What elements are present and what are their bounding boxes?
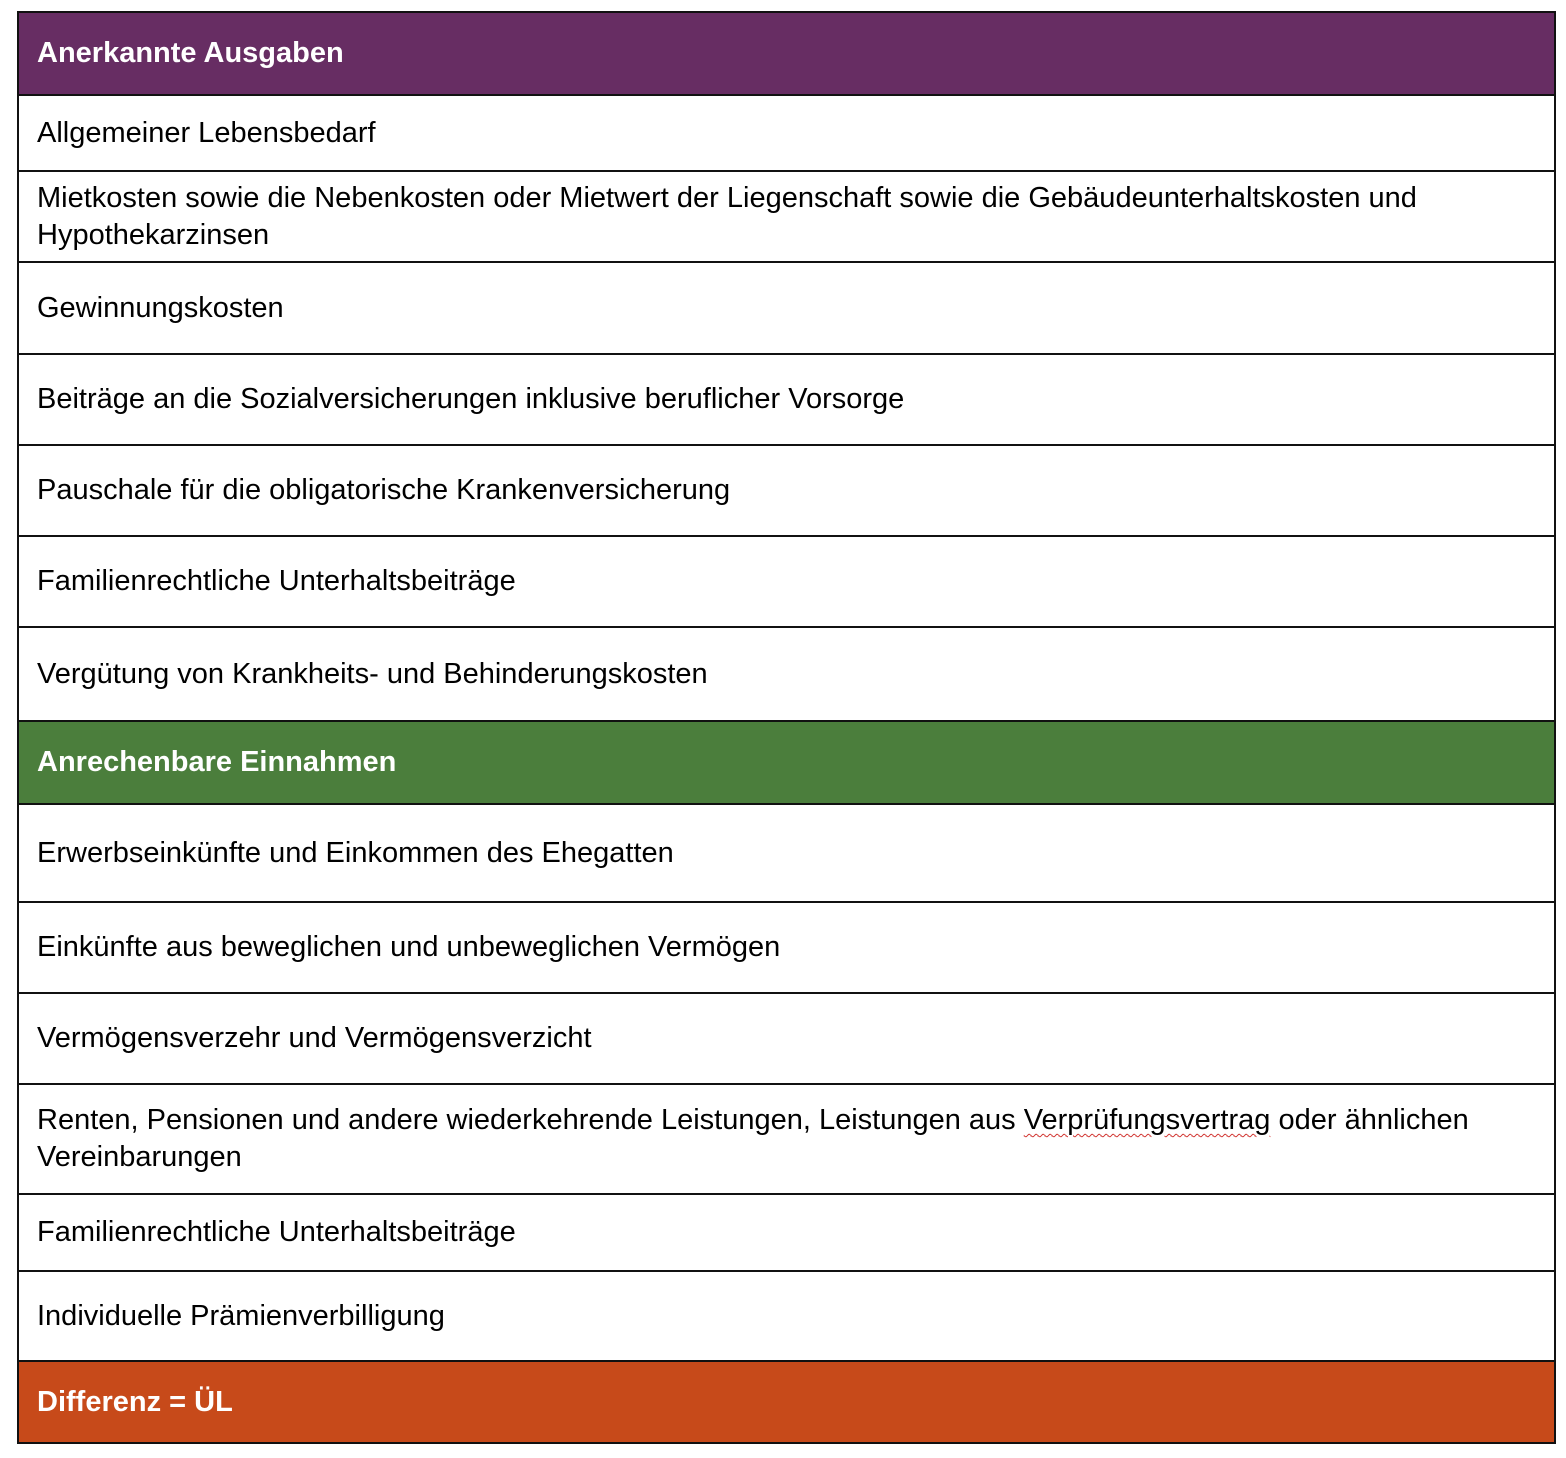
- income-item-text-before: Renten, Pensionen und andere wiederkehrende Leistungen, Leistungen aus: [37, 1104, 1024, 1136]
- expense-item: Gewinnungskosten: [37, 291, 284, 324]
- expense-row: [19, 446, 1554, 537]
- income-row: [19, 805, 1554, 903]
- expense-row: [19, 263, 1554, 355]
- expense-item: Beiträge an die Sozialversicherungen inklusive beruflicher Vorsorge: [37, 383, 905, 415]
- expense-item: Pauschale für die obligatorische Krankenversicherung: [37, 474, 731, 506]
- expenses-header-row: [19, 13, 1554, 96]
- expense-item: Mietkosten sowie die Nebenkosten oder Mietwert der Liegenschaft sowie die Gebäudeunterhaltskosten und Hypothekarzinsen: [37, 181, 1417, 251]
- income-item-text-after: oder ähnlichen Vereinbarungen: [37, 1104, 1469, 1173]
- income-item: Vermögensverzehr und Vermögensverzicht: [37, 1022, 592, 1054]
- income-item: Erwerbseinkünfte und Einkommen des Ehegatten: [37, 836, 674, 869]
- difference-header: Differenz = ÜL: [37, 1385, 233, 1418]
- expense-row: [19, 355, 1554, 446]
- income-row: [19, 1085, 1554, 1195]
- income-row: [19, 1272, 1554, 1362]
- income-header-row: [19, 722, 1554, 805]
- income-row: [19, 903, 1554, 994]
- overview-table: [17, 11, 1556, 1444]
- income-item: Einkünfte aus beweglichen und unbeweglichen Vermögen: [37, 931, 781, 963]
- income-item: Familienrechtliche Unterhaltsbeiträge: [37, 1216, 516, 1248]
- expense-row: [19, 537, 1554, 628]
- expense-row: [19, 628, 1554, 722]
- expense-row: [19, 96, 1554, 172]
- income-row: [19, 994, 1554, 1085]
- spellcheck-flagged-word: Verprüfungsvertrag: [1023, 1104, 1271, 1136]
- expense-row: [19, 172, 1554, 263]
- expense-item: Allgemeiner Lebensbedarf: [37, 116, 376, 149]
- income-item: Individuelle Prämienverbilligung: [37, 1299, 445, 1332]
- income-header: Anrechenbare Einnahmen: [37, 746, 397, 778]
- expense-item: Familienrechtliche Unterhaltsbeiträge: [37, 565, 516, 597]
- income-item: [37, 1102, 1536, 1176]
- expense-item: Vergütung von Krankheits- und Behinderungskosten: [37, 657, 708, 690]
- difference-header-row: [19, 1362, 1554, 1442]
- income-row: [19, 1195, 1554, 1272]
- expenses-header: Anerkannte Ausgaben: [37, 37, 344, 69]
